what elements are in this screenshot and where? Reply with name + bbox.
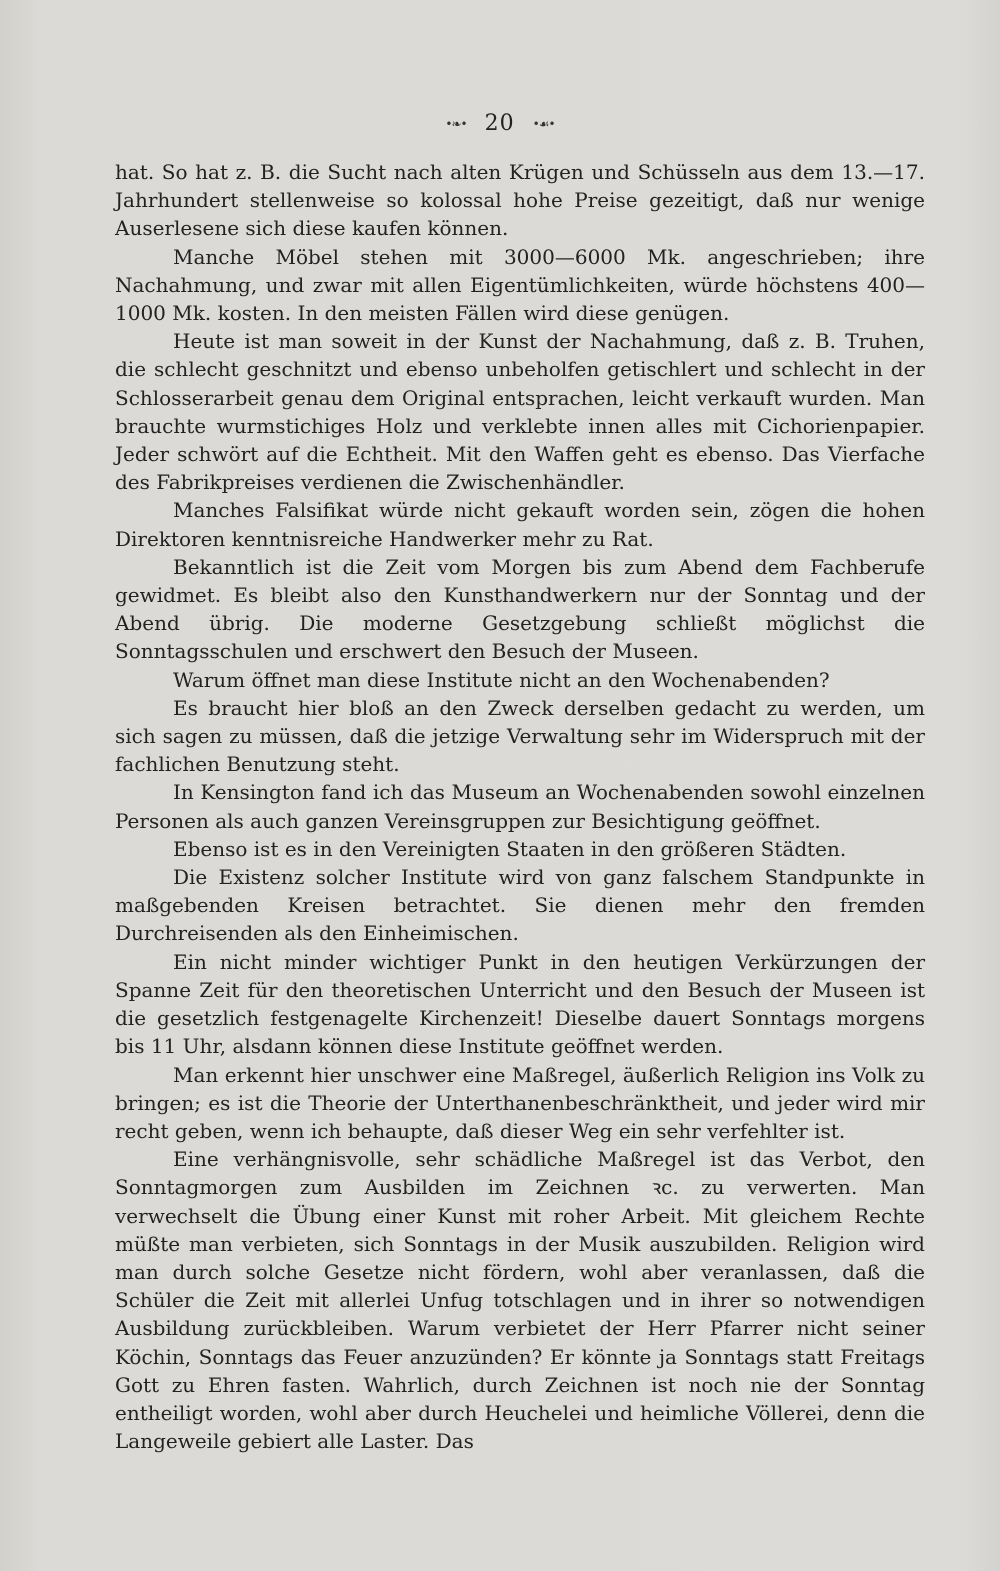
paragraph: Man erkennt hier unschwer eine Maßregel, äußerlich Religion ins Volk zu bringen; es ist die Theorie der Unterthanenbeschränktheit, und jeder wird mir recht geben, wenn ich behaupte, daß dieser Weg ein sehr verfehlter ist. <box>115 1062 925 1143</box>
ornament-left: •❧• <box>445 117 467 131</box>
page-number: 20 <box>484 111 515 136</box>
paragraph: Warum öffnet man diese Institute nicht an den Wochenabenden? <box>173 667 830 692</box>
paragraph: Manche Möbel stehen mit 3000—6000 Mk. angeschrieben; ihre Nachahmung, und zwar mit allen Eigentümlichkeiten, würde höchstens 400—1000 Mk. kosten. In den meisten Fällen wird diese genügen. <box>115 244 925 326</box>
paragraph: Es braucht hier bloß an den Zweck derselben gedacht zu werden, um sich sagen zu müssen, daß die jetzige Verwaltung sehr im Widerspruch mit der fachlichen Benutzung steht. <box>115 695 925 777</box>
paragraph: Bekanntlich ist die Zeit vom Morgen bis zum Abend dem Fachberufe gewidmet. Es bleibt also den Kunsthandwerkern nur der Sonntag und der Abend übrig. Die moderne Gesetzgebung schließt möglichst die Sonntagsschulen und erschwert den Besuch der Museen. <box>115 554 925 664</box>
page-header <box>0 110 1000 138</box>
paragraph: Manches Falsifikat würde nicht gekauft worden sein, zögen die hohen Direktoren kenntnisreiche Handwerker mehr zu Rat. <box>115 498 925 551</box>
body-text <box>115 158 925 1455</box>
paragraph: Die Existenz solcher Institute wird von ganz falschem Standpunkte in maßgebenden Kreisen betrachtet. Sie dienen mehr den fremden Durchreisenden als den Einheimischen. <box>115 865 925 946</box>
paragraph: Ein nicht minder wichtiger Punkt in den heutigen Verkürzungen der Spanne Zeit für den theoretischen Unterricht und den Besuch der Museen ist die gesetzlich festgenagelte Kirchenzeit! Dieselbe dauert Sonntags morgens bis 11 Uhr, alsdann können diese Institute geöffnet werden. <box>115 949 925 1059</box>
paragraph: Ebenso ist es in den Vereinigten Staaten in den größeren Städten. <box>173 836 847 861</box>
ornament-right: •☙• <box>532 117 555 131</box>
paragraph: Eine verhängnisvolle, sehr schädliche Maßregel ist das Verbot, den Sonntagmorgen zum Ausbilden im Zeichnen ꝛc. zu verwerten. Man verwechselt die Übung einer Kunst mit roher Arbeit. Mit gleichem Rechte müßte man verbieten, sich Sonntags in der Musik auszubilden. Religion wird man durch solche Gesetze nicht fördern, wohl aber veranlassen, daß die Schüler die Zeit mit allerlei Unfug totschlagen und in ihrer so notwendigen Ausbildung zurückbleiben. Warum verbietet der Herr Pfarrer nicht seiner Köchin, Sonntags das Feuer anzuzünden? Er könnte ja Sonntags statt Freitags Gott zu Ehren fasten. Wahrlich, durch Zeichnen ist noch nie der Sonntag entheiligt worden, wohl aber durch Heuchelei und heimliche Völlerei, denn die Langeweile gebiert alle Laster. Das <box>115 1147 925 1454</box>
paragraph: hat. So hat z. B. die Sucht nach alten Krügen und Schüsseln aus dem 13.—17. Jahrhundert stellenweise so kolossal hohe Preise gezeitigt, daß nur wenige Auserlesene sich diese kaufen können. <box>115 160 925 241</box>
paragraph: In Kensington fand ich das Museum an Wochenabenden sowohl einzelnen Personen als auch ganzen Vereinsgruppen zur Besichtigung geöffnet. <box>115 780 925 833</box>
paragraph: Heute ist man soweit in der Kunst der Nachahmung, daß z. B. Truhen, die schlecht geschnitzt und ebenso unbeholfen getischlert und schlecht in der Schlosserarbeit genau dem Original entsprachen, leicht verkauft wurden. Man brauchte wurmstichiges Holz und verklebte innen alles mit Cichorienpapier. Jeder schwört auf die Echtheit. Mit den Waffen geht es ebenso. Das Vierfache des Fabrikpreises verdienen die Zwischenhändler. <box>115 329 925 495</box>
